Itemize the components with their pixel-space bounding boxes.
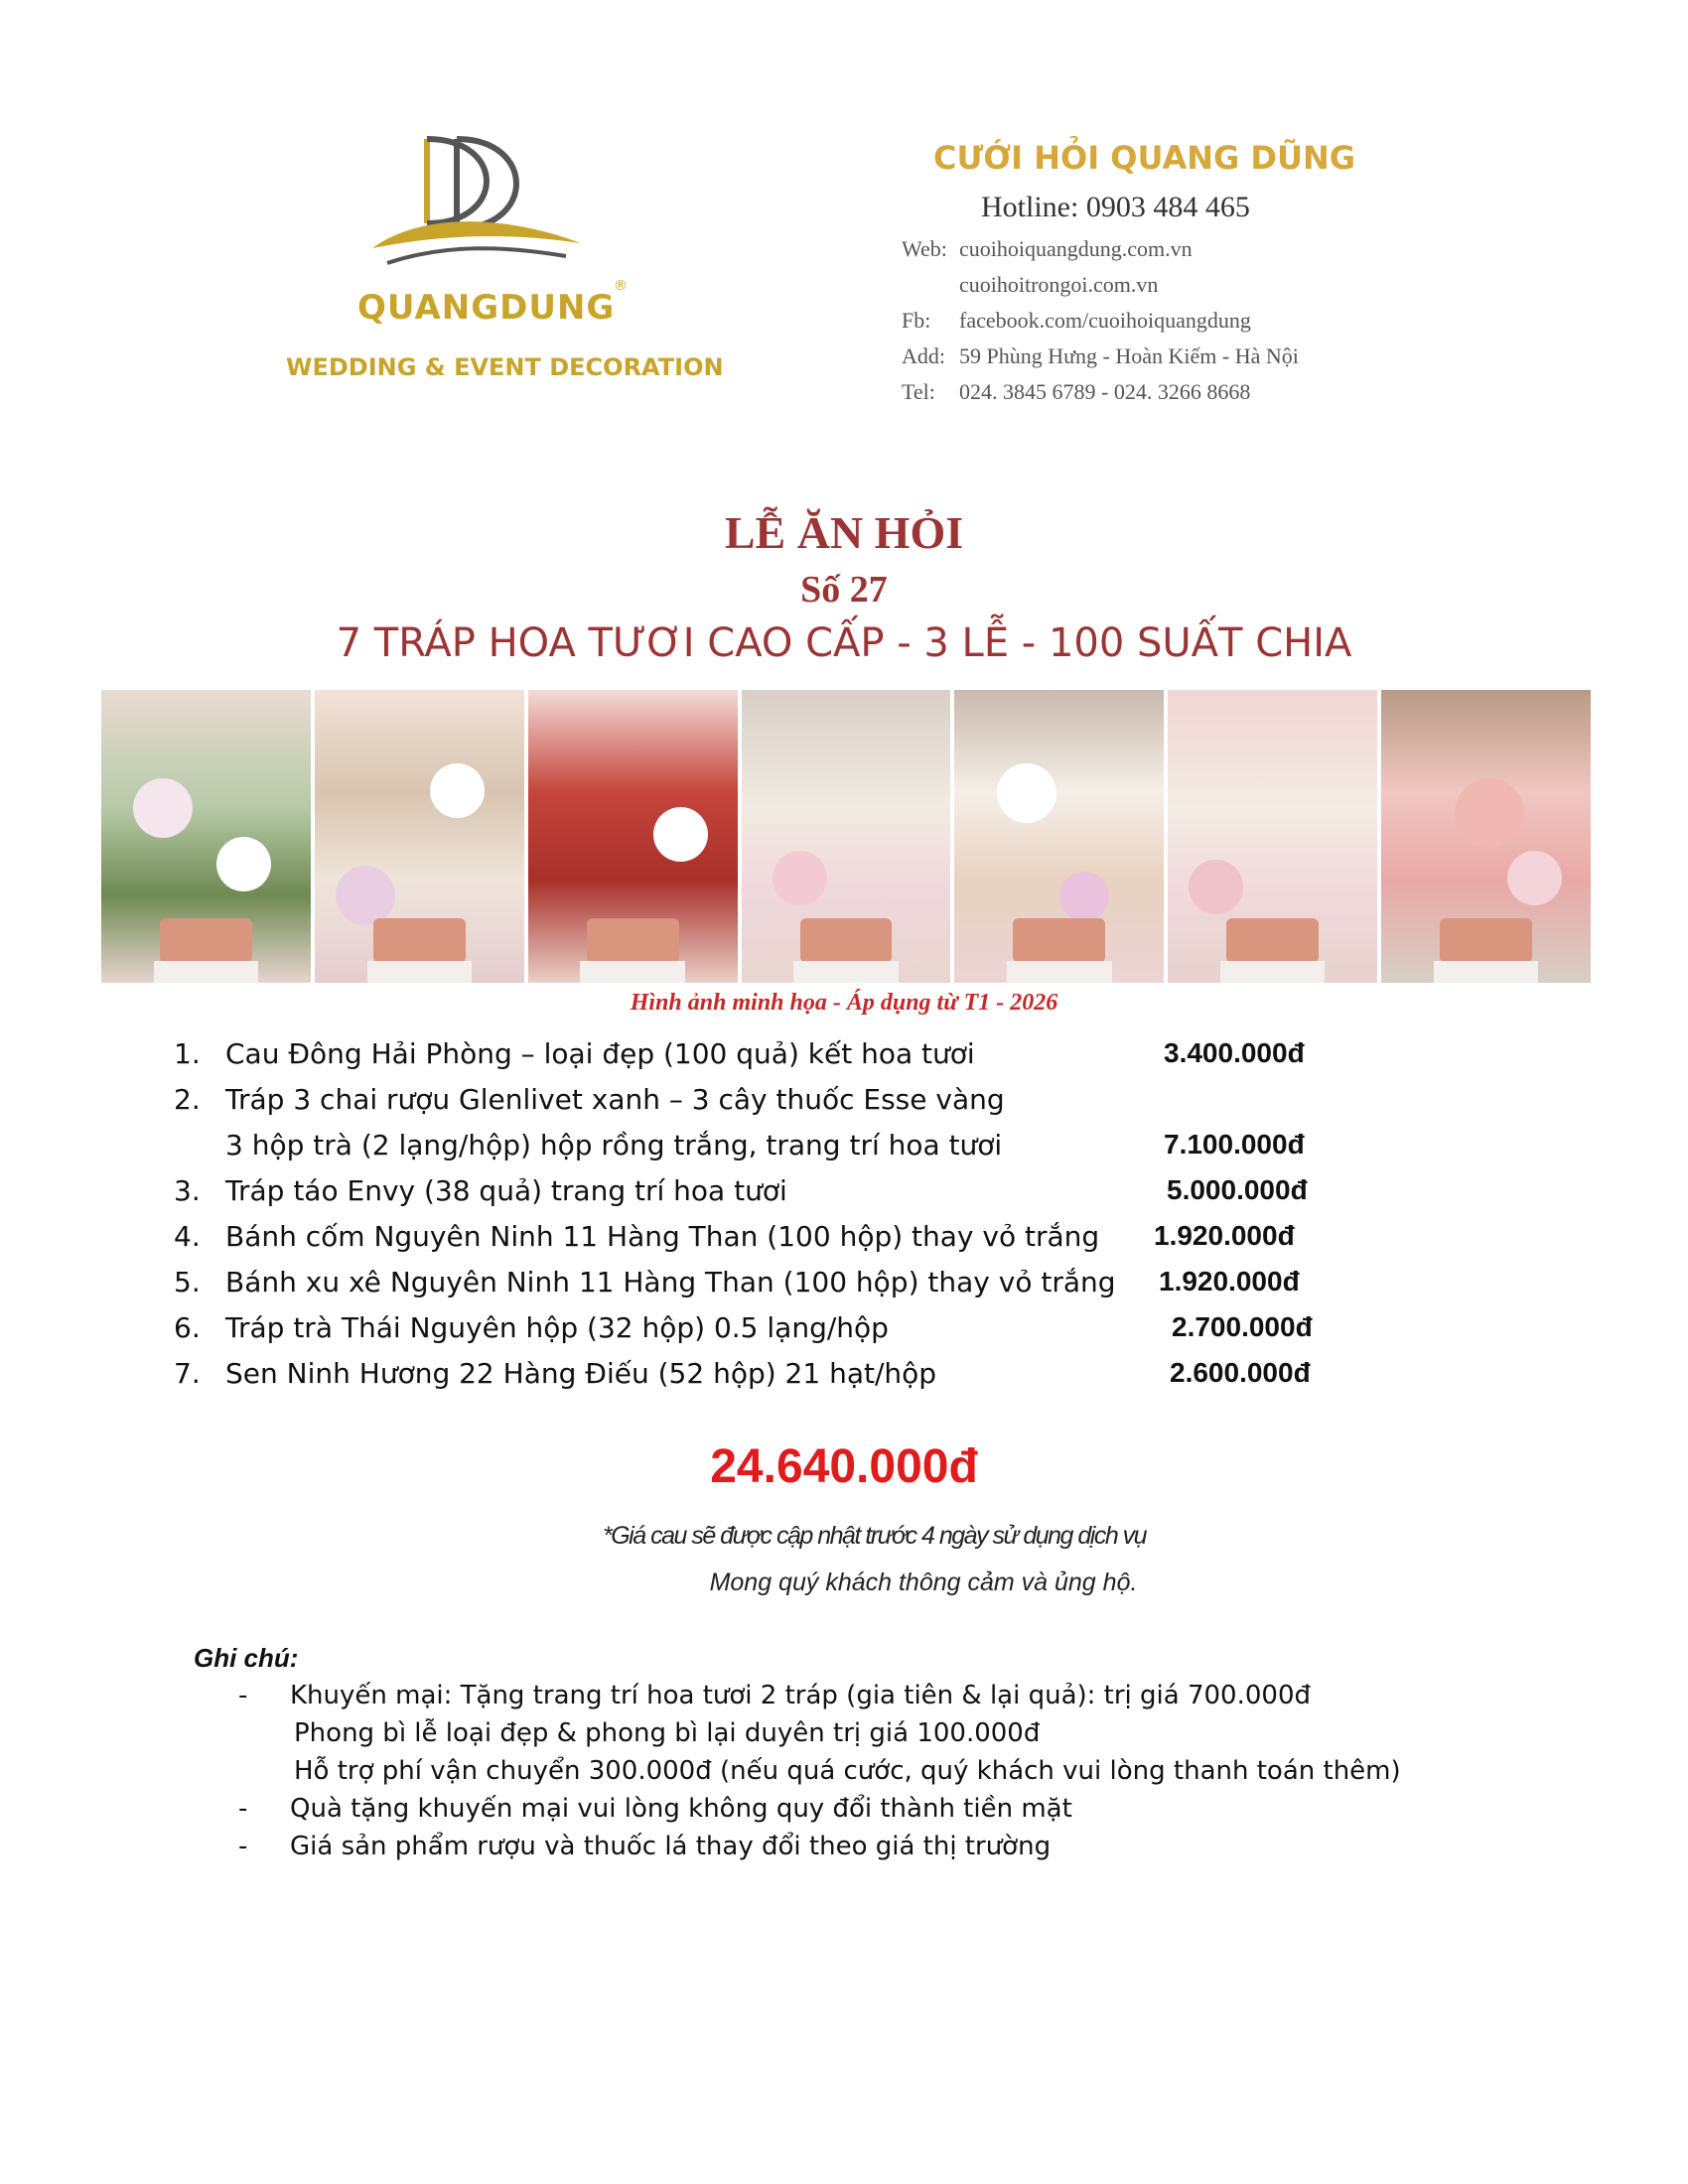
photo-com-cake-tray bbox=[742, 690, 951, 983]
contact-tel bbox=[902, 379, 1250, 405]
item-price: 1.920.000đ bbox=[1154, 1220, 1295, 1251]
note-item bbox=[238, 1794, 1529, 1832]
item-description: Tráp 3 chai rượu Glenlivet xanh – 3 cây thuốc Esse vàng bbox=[225, 1083, 1005, 1116]
company-name: CƯỚI HỎI QUANG DŨNG bbox=[933, 139, 1355, 177]
item-number: 5. bbox=[174, 1266, 201, 1298]
note-bullet: - bbox=[238, 1681, 248, 1710]
brand-logo bbox=[278, 129, 724, 407]
item-number: 4. bbox=[174, 1220, 201, 1253]
contact-label: Add: bbox=[902, 343, 945, 368]
contact-label: Fb: bbox=[902, 308, 931, 333]
note-text: Khuyến mại: Tặng trang trí hoa tươi 2 tráp (gia tiên & lại quả): trị giá 700.000đ bbox=[290, 1681, 1311, 1710]
photo-caption: Hình ảnh minh họa - Áp dụng từ T1 - 2026 bbox=[630, 990, 1058, 1016]
note-text: Giá sản phẩm rượu và thuốc lá thay đổi theo giá thị trường bbox=[290, 1832, 1052, 1861]
item-price: 2.600.000đ bbox=[1170, 1357, 1311, 1388]
contact-label: Web: bbox=[902, 236, 947, 261]
contact-value: 59 Phùng Hưng - Hoàn Kiếm - Hà Nội bbox=[959, 343, 1299, 368]
note-bullet: - bbox=[238, 1794, 248, 1824]
list-item bbox=[174, 1129, 1365, 1174]
item-number: 7. bbox=[174, 1357, 201, 1390]
contact-value: 024. 3845 6789 - 024. 3266 8668 bbox=[959, 379, 1251, 404]
list-item bbox=[174, 1266, 1365, 1311]
note-item bbox=[238, 1832, 1529, 1869]
photo-apple-tray bbox=[528, 690, 738, 983]
item-description: Cau Đông Hải Phòng – loại đẹp (100 quả) kết hoa tươi bbox=[225, 1037, 975, 1070]
item-number: 2. bbox=[174, 1083, 201, 1116]
list-item bbox=[174, 1311, 1365, 1357]
total-price: 24.640.000đ bbox=[710, 1440, 978, 1493]
contact-facebook bbox=[902, 308, 1251, 334]
note-text: Phong bì lễ loại đẹp & phong bì lại duyên trị giá 100.000đ bbox=[294, 1718, 1041, 1748]
list-item bbox=[174, 1220, 1365, 1266]
item-price: 7.100.000đ bbox=[1164, 1129, 1305, 1160]
hotline: Hotline: 0903 484 465 bbox=[981, 191, 1250, 223]
photo-xu-xe-tray bbox=[954, 690, 1164, 983]
item-description: Sen Ninh Hương 22 Hàng Điếu (52 hộp) 21 hạt/hộp bbox=[225, 1357, 937, 1390]
list-item bbox=[174, 1174, 1365, 1220]
item-description: Bánh cốm Nguyên Ninh 11 Hàng Than (100 hộp) thay vỏ trắng bbox=[225, 1220, 1100, 1253]
logo-brand-name: QUANGDUNG bbox=[357, 288, 616, 328]
page-title: LỄ ĂN HỎI bbox=[724, 507, 964, 558]
note-item bbox=[238, 1756, 1529, 1794]
item-number: 6. bbox=[174, 1311, 201, 1344]
photo-wine-tray bbox=[315, 690, 524, 983]
contact-web bbox=[902, 236, 1193, 262]
note-bullet: - bbox=[238, 1832, 248, 1861]
item-number: 3. bbox=[174, 1174, 201, 1207]
contact-value: facebook.com/cuoihoiquangdung bbox=[959, 308, 1251, 333]
item-description: 3 hộp trà (2 lạng/hộp) hộp rồng trắng, trang trí hoa tươi bbox=[225, 1129, 1003, 1161]
note-item bbox=[238, 1681, 1529, 1718]
notes-heading: Ghi chú: bbox=[194, 1643, 299, 1673]
photo-tea-tray bbox=[1168, 690, 1377, 983]
contact-value: cuoihoiquangdung.com.vn bbox=[959, 236, 1193, 261]
item-description: Bánh xu xê Nguyên Ninh 11 Hàng Than (100 hộp) thay vỏ trắng bbox=[225, 1266, 1116, 1298]
logo-tagline: WEDDING & EVENT DECORATION bbox=[286, 353, 724, 381]
contact-web-2 bbox=[902, 272, 1158, 298]
photo-lotus-seed-tray bbox=[1381, 690, 1591, 983]
item-description: Tráp táo Envy (38 quả) trang trí hoa tươi bbox=[225, 1174, 787, 1207]
item-number: 1. bbox=[174, 1037, 201, 1070]
note-item bbox=[238, 1718, 1529, 1756]
item-price: 1.920.000đ bbox=[1159, 1266, 1300, 1297]
item-price: 3.400.000đ bbox=[1164, 1037, 1305, 1068]
note-text: Quà tặng khuyến mại vui lòng không quy đổi thành tiền mặt bbox=[290, 1794, 1072, 1824]
notes-list bbox=[238, 1681, 1529, 1869]
contact-value: cuoihoitrongoi.com.vn bbox=[959, 272, 1159, 297]
item-price: 2.700.000đ bbox=[1172, 1311, 1313, 1342]
list-item bbox=[174, 1357, 1365, 1403]
contact-address bbox=[902, 343, 1299, 369]
package-number: Số 27 bbox=[800, 569, 888, 611]
item-price: 5.000.000đ bbox=[1167, 1174, 1308, 1205]
note-text: Hỗ trợ phí vận chuyển 300.000đ (nếu quá cước, quý khách vui lòng thanh toán thêm) bbox=[294, 1756, 1401, 1786]
list-item bbox=[174, 1037, 1365, 1083]
photo-strip bbox=[101, 690, 1591, 983]
item-description: Tráp trà Thái Nguyên hộp (32 hộp) 0.5 lạng/hộp bbox=[225, 1311, 889, 1344]
price-update-note: *Giá cau sẽ được cập nhật trước 4 ngày sử dụng dịch vụ bbox=[603, 1522, 1147, 1550]
list-item bbox=[174, 1083, 1365, 1129]
package-subtitle: 7 TRÁP HOA TƯƠI CAO CẤP - 3 LỄ - 100 SUẤT CHIA bbox=[336, 620, 1352, 666]
photo-areca-tray bbox=[101, 690, 311, 983]
qd-monogram-icon bbox=[367, 129, 586, 278]
registered-mark: ® bbox=[614, 278, 628, 294]
price-list bbox=[174, 1037, 1365, 1403]
thanks-note: Mong quý khách thông cảm và ủng hộ. bbox=[709, 1569, 1138, 1596]
contact-label: Tel: bbox=[902, 379, 935, 404]
